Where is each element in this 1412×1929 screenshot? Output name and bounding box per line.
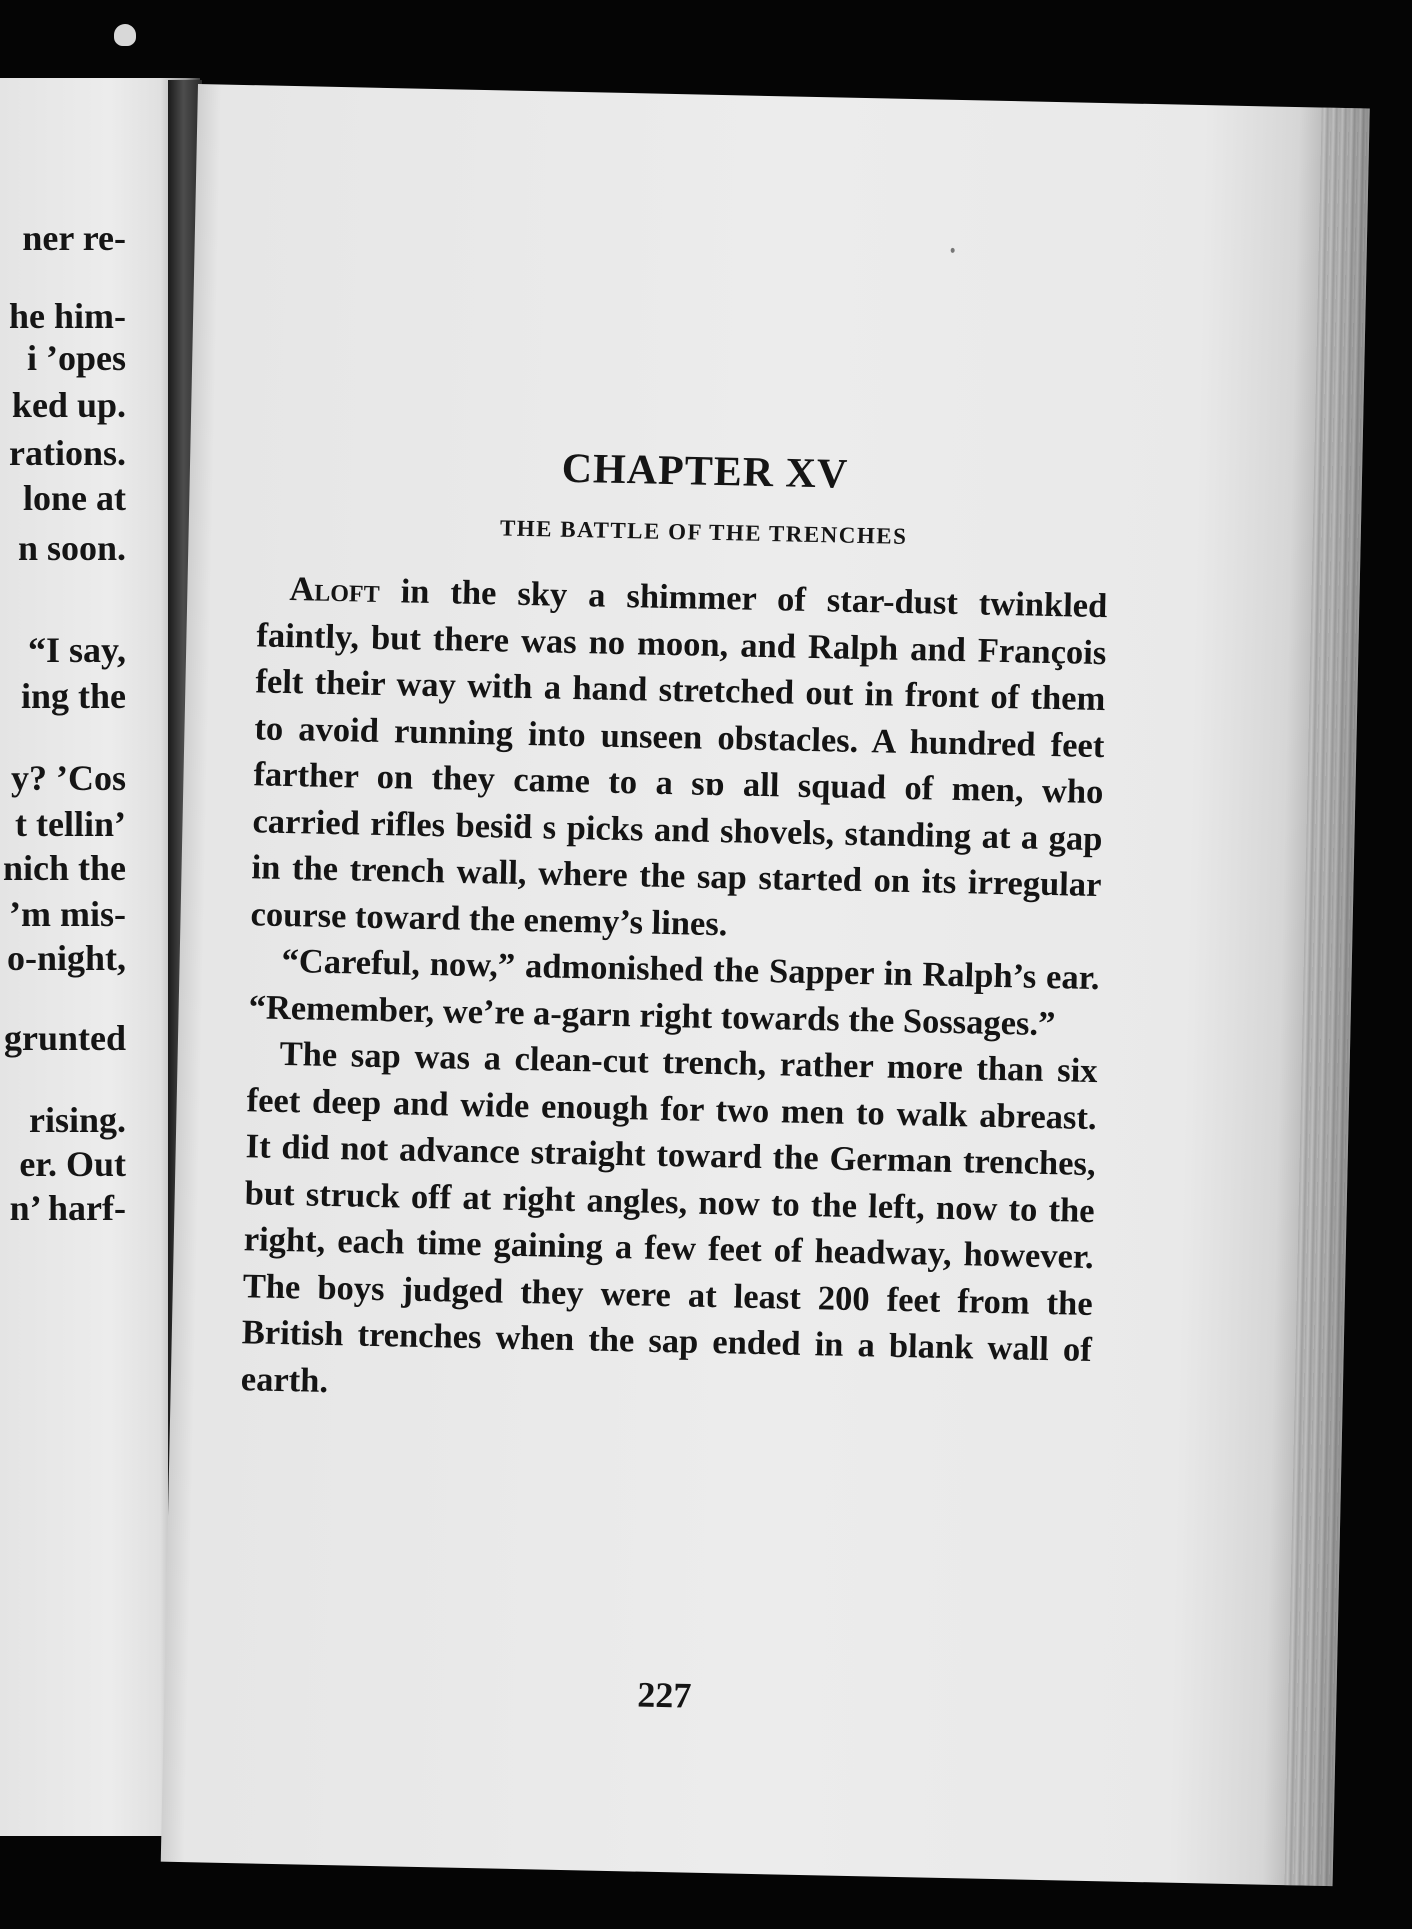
- chapter-title: CHAPTER XV: [561, 445, 849, 498]
- paragraph-text: “Careful, now,” admonished the Sapper in Ralph’s ear. “Remember, we’re a-garn right towards the Sossages.”: [248, 941, 1100, 1043]
- previous-page-line-fragment: t tellin’: [15, 804, 126, 844]
- paragraph: [240, 1030, 1098, 1420]
- previous-page-line-fragment: nich the: [2, 848, 126, 888]
- previous-page-line-fragment: grunted: [3, 1018, 126, 1058]
- paragraph: [250, 565, 1108, 955]
- chapter-subtitle: THE BATTLE OF THE TRENCHES: [499, 515, 908, 549]
- previous-page-line-fragment: “I say,: [27, 630, 126, 670]
- page-number: 227: [636, 1674, 692, 1716]
- previous-page-line-fragment: n soon.: [17, 528, 126, 568]
- previous-page-line-fragment: rising.: [28, 1100, 126, 1140]
- previous-page-line-fragment: er. Out: [19, 1144, 126, 1184]
- dust-speck: [951, 248, 955, 253]
- previous-page-line-fragment: ing the: [20, 676, 126, 716]
- previous-page-line-fragment: n’ harf-: [9, 1188, 126, 1228]
- previous-page-line-fragment: ked up.: [11, 385, 126, 425]
- previous-page-line-fragment: lone at: [23, 478, 126, 518]
- previous-page-line-fragment: ’m mis-: [9, 894, 126, 934]
- previous-page-line-fragment: y? ’Cos: [11, 758, 126, 798]
- previous-page-line-fragment: he him-: [9, 296, 126, 336]
- previous-page-line-fragment: i ’opes: [27, 338, 126, 378]
- previous-page-line-fragment: rations.: [9, 433, 126, 473]
- previous-page-line-fragment: ner re-: [22, 218, 126, 258]
- paragraph-text: The sap was a clean-cut trench, rather more than six feet deep and wide enough for two men to walk abreast. It did not advance straight toward the German trenches, but struck off at right angles, now to the left, now to the right, each time gaining a few feet of headway, however. The boys judged they were at least 200 feet from the British trenches when the sap ended in a blank wall of earth.: [240, 1034, 1098, 1400]
- body-text: [240, 565, 1107, 1420]
- book-page: [161, 84, 1370, 1886]
- paragraph-text: in the sky a shimmer of star-dust twinkled faintly, but there was no moon, and Ralph and François felt their way with a hand stretched out in front of them to avoid running into unseen obstacles. A hundred feet farther on they came to a sɒ all squad of men, who carried rifles besiḋ s picks and shovels, standing at a gap in the trench wall, where the sap started on its irregular course toward the enemy’s lines.: [250, 571, 1108, 943]
- scan-speck: [114, 24, 136, 46]
- previous-page-line-fragment: o-night,: [6, 938, 126, 978]
- page-edge: [1285, 108, 1370, 1887]
- paragraph-lead-word: Aloft: [289, 570, 381, 610]
- paragraph: [248, 937, 1100, 1048]
